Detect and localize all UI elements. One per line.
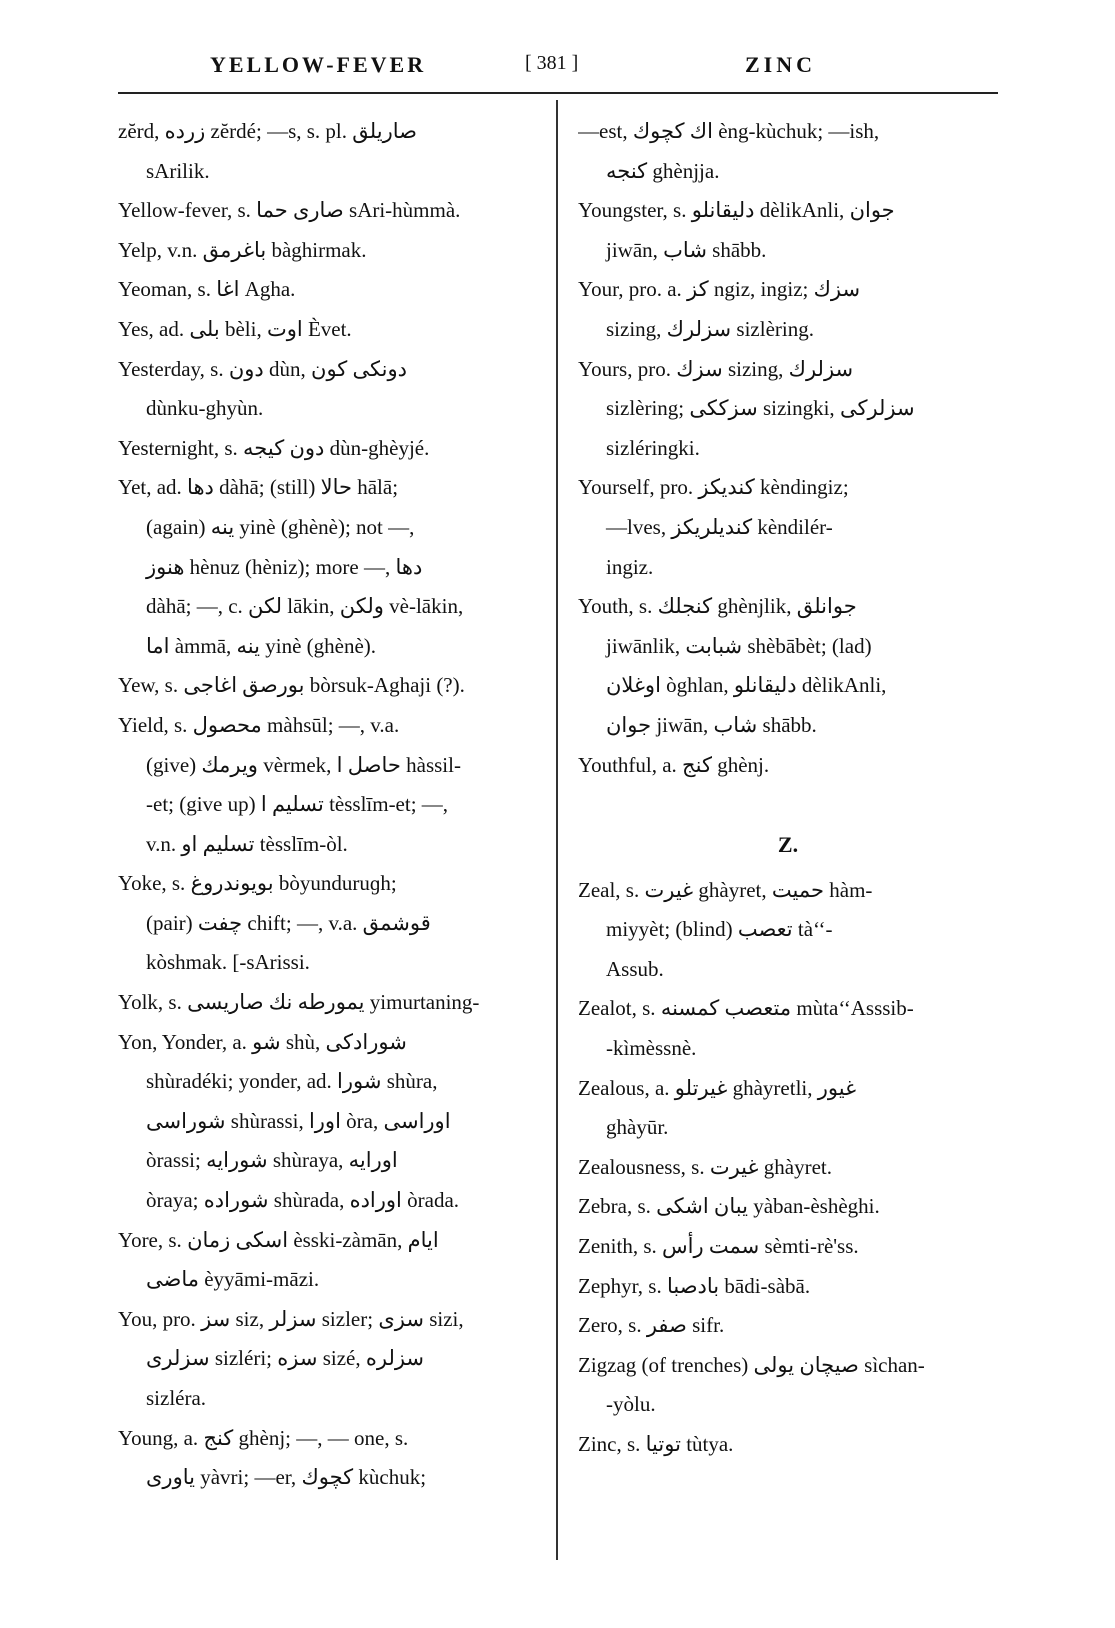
- entry-continuation: dàhā; —, c. لكن lākin, ولكن vè-lākin,: [146, 594, 464, 619]
- dictionary-entry: [118, 231, 538, 271]
- entry-continuation: jiwānlik, شبابت shèbābèt; (lad): [606, 633, 872, 658]
- dictionary-entry: [118, 191, 538, 231]
- entry-continuation: sArilik.: [146, 158, 210, 183]
- entry-continuation: (give) ويرمك vèrmek, حاصل ا hàssil-: [146, 752, 461, 777]
- header-first-word: YELLOW-FEVER: [210, 52, 427, 77]
- entry-continuation: -yòlu.: [606, 1392, 656, 1417]
- entry-continuation: òraya; شوراده shùrada, اوراده òrada.: [146, 1188, 460, 1213]
- dictionary-entry: [578, 350, 998, 469]
- dictionary-entry: [118, 1221, 538, 1300]
- column-divider: [556, 100, 558, 1560]
- dictionary-entry: [118, 429, 538, 469]
- dictionary-entry: [578, 1069, 998, 1148]
- entry-continuation: dùnku-ghyùn.: [146, 396, 264, 421]
- entry-headline: Zigzag (of trenches) صيچان يولى sìchan-: [578, 1352, 925, 1377]
- dictionary-entry: [578, 1306, 998, 1346]
- dictionary-entry: [578, 270, 998, 349]
- entry-continuation: -et; (give up) تسليم ا tèsslīm-et; —,: [146, 792, 449, 817]
- entry-continuation: هنوز hènuz (hèniz); more —, دها: [146, 554, 423, 579]
- entry-headline: Zealous, a. غيرتلو ghàyretli, غيور: [578, 1075, 857, 1100]
- dictionary-entry: [118, 468, 538, 666]
- entry-continuation: ghàyūr.: [606, 1115, 669, 1140]
- dictionary-entry: [578, 1148, 998, 1188]
- entry-continuation: Assub.: [606, 956, 664, 981]
- entry-headline: Yew, s. بورصق اغاجى bòrsuk-Aghaji (?).: [118, 673, 465, 698]
- dictionary-entry: [578, 1267, 998, 1307]
- entry-headline: zĕrd, زرده zĕrdé; —s, s. pl. صاريلق: [118, 119, 417, 143]
- dictionary-entry: [118, 1419, 538, 1498]
- entry-continuation: سزلرى sizléri; سزه sizé, سزلره: [146, 1346, 425, 1371]
- entry-headline: Yeoman, s. اغا Agha.: [118, 277, 296, 302]
- page-header: [120, 48, 1000, 88]
- entry-headline: —est, اك كچوك èng-kùchuk; —ish,: [578, 119, 880, 143]
- entry-headline: Zebra, s. يبان اشكى yàban-èshèghi.: [578, 1194, 880, 1219]
- dictionary-entry: [118, 983, 538, 1023]
- page-number: [ 381 ]: [525, 52, 579, 74]
- right-column: [578, 112, 998, 1465]
- dictionary-entry: [578, 989, 998, 1068]
- entry-headline: You, pro. سز siz, سزلر sizler; سزى sizi,: [118, 1306, 464, 1331]
- entry-continuation: جوان jiwān, شاب shābb.: [606, 712, 817, 737]
- entry-continuation: اما àmmā, ينه yinè (ghènè).: [146, 633, 377, 658]
- entry-headline: Zero, s. صفر sifr.: [578, 1313, 725, 1338]
- entry-continuation: ياورى yàvri; —er, كچوك kùchuk;: [146, 1465, 427, 1490]
- entry-continuation: sizléringki.: [606, 435, 700, 460]
- entry-continuation: òrassi; شورايه shùraya, اورايه: [146, 1148, 398, 1173]
- entry-continuation: كنجه ghènjja.: [606, 158, 720, 183]
- entry-continuation: اوغلان òghlan, دليقانلو dèlikAnli,: [606, 673, 887, 698]
- entry-headline: Yet, ad. دها dàhā; (still) حالا hālā;: [118, 475, 399, 500]
- entry-headline: Yon, Yonder, a. شو shù, شورادكى: [118, 1029, 407, 1054]
- entry-continuation: sizléra.: [146, 1386, 207, 1410]
- dictionary-entry: [578, 746, 998, 786]
- dictionary-entry: [118, 310, 538, 350]
- entry-continuation: -kìmèssnè.: [606, 1036, 697, 1061]
- entry-continuation: shùradéki; yonder, ad. شورا shùra,: [146, 1069, 438, 1094]
- entry-headline: Zealot, s. متعصب كمسنه mùta‘‘Asssib-: [578, 996, 914, 1021]
- entry-continuation: sizlèring; سزككى sizingki, سزلركى: [606, 396, 915, 421]
- dictionary-entry: [578, 1346, 998, 1425]
- dictionary-entry: [118, 112, 538, 191]
- entry-headline: Yolk, s. يمورطه نك صاريسى yimurtaning-: [118, 990, 480, 1015]
- dictionary-entry: [578, 468, 998, 587]
- dictionary-entry: [578, 1425, 998, 1465]
- entry-continuation: v.n. تسليم او tèsslīm-òl.: [146, 831, 348, 856]
- entry-continuation: (again) ينه yinè (ghènè); not —,: [146, 514, 415, 539]
- entry-headline: Yelp, v.n. باغرمق bàghirmak.: [118, 237, 367, 262]
- entry-continuation: شوراسى shùrassi, اورا òra, اوراسى: [146, 1108, 451, 1133]
- dictionary-entry: [118, 270, 538, 310]
- header-last-word: ZINC: [745, 52, 817, 77]
- entry-continuation: (pair) چفت chift; —, v.a. قوشمق: [146, 910, 431, 935]
- entry-headline: Your, pro. a. كز ngiz, ingiz; سزك: [578, 277, 861, 302]
- entry-headline: Yesterday, s. دون dùn, دونكى كون: [118, 356, 407, 381]
- dictionary-entry: [118, 864, 538, 983]
- entry-headline: Youngster, s. دليقانلو dèlikAnli, جوان: [578, 198, 895, 223]
- entry-continuation: kòshmak. [-sArissi.: [146, 950, 310, 975]
- entry-headline: Young, a. كنج ghènj; —, — one, s.: [118, 1425, 409, 1450]
- left-column: [118, 112, 538, 1498]
- entry-continuation: ingiz.: [606, 554, 654, 579]
- dictionary-entry: [118, 666, 538, 706]
- entry-headline: Zealousness, s. غيرت ghàyret.: [578, 1154, 832, 1179]
- entry-headline: Yours, pro. سزك sizing, سزلرك: [578, 356, 854, 381]
- dictionary-entry: [578, 587, 998, 745]
- entry-continuation: ماضى èyyāmi-māzi.: [146, 1267, 320, 1292]
- entry-headline: Zeal, s. غيرت ghàyret, حميت hàm-: [578, 877, 873, 902]
- dictionary-entry: [578, 191, 998, 270]
- entry-headline: Youthful, a. كنج ghènj.: [578, 752, 770, 777]
- dictionary-entry: [578, 1187, 998, 1227]
- dictionary-entry: [118, 1023, 538, 1221]
- entry-headline: Zinc, s. توتيا tùtya.: [578, 1432, 734, 1456]
- entry-headline: Youth, s. كنجلك ghènjlik, جوانلق: [578, 594, 857, 619]
- dictionary-entry: [118, 350, 538, 429]
- entry-headline: Yoke, s. بويوندروغ bòyunduruɡh;: [118, 871, 397, 896]
- entry-continuation: jiwān, شاب shābb.: [606, 237, 767, 262]
- header-rule: [118, 92, 998, 94]
- dictionary-entry: [578, 112, 998, 191]
- entry-headline: Yes, ad. بلى bèli, اوت Èvet.: [118, 316, 352, 341]
- entry-continuation: sizing, سزلرك sizlèring.: [606, 316, 814, 341]
- section-heading-z: Z.: [777, 832, 799, 858]
- entry-headline: Yesternight, s. دون كيجه dùn-ghèyjé.: [118, 435, 430, 460]
- entry-headline: Zenith, s. سمت رأس sèmti-rè'ss.: [578, 1234, 859, 1259]
- entry-headline: Zephyr, s. بادصبا bādi-sàbā.: [578, 1273, 811, 1298]
- dictionary-entry: [578, 1227, 998, 1267]
- entry-continuation: miyyèt; (blind) تعصب tà‘‘-: [606, 917, 833, 942]
- entry-headline: Yield, s. محصول màhsūl; —, v.a.: [118, 712, 400, 737]
- dictionary-entry: [118, 706, 538, 864]
- dictionary-entry: [118, 1300, 538, 1419]
- entry-continuation: —lves, كنديلريكز kèndilér-: [606, 514, 833, 539]
- dictionary-entry: [578, 871, 998, 990]
- entry-headline: Yore, s. اسكى زمان èsski-zàmān, ايام: [118, 1227, 439, 1252]
- entry-headline: Yellow-fever, s. صارى حما sAri-hùmmà.: [118, 198, 461, 223]
- entry-headline: Yourself, pro. كنديكز kèndingiz;: [578, 475, 849, 500]
